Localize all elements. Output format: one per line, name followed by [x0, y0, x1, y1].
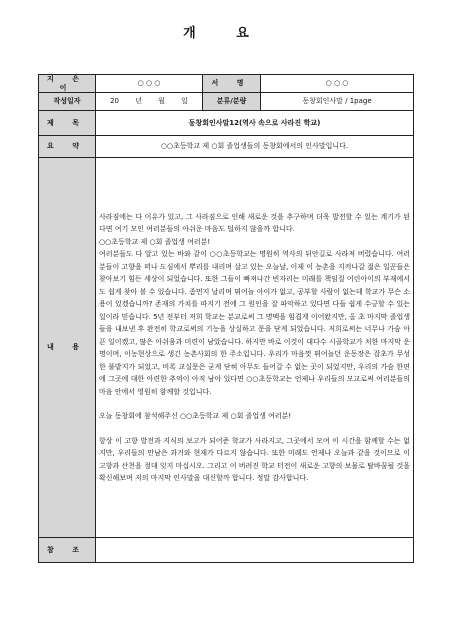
content-paragraph: 항상 이 고향 발전과 지식의 보고가 되어준 학교가 사라지고, 그곳에서 모여 이 시간을 함께할 수는 없지만, 우리들의 만남은 과거와 현재가 다르지 않습니다. 또한 미래도 언제나 오늘과 같을 것이므로 이 고향과 산천을 절대 잊지 마십시오. 그리고 이 버려진 학교 터전이 새로운 고향의 보물로 탈바꿈될 것을 확신해보며 저의 마지막 인사말을 대신할까 합니다. 정말 감사합니다.: [99, 436, 410, 482]
subject-label: 제 목: [39, 111, 96, 136]
summary-label: 요 약: [39, 136, 96, 158]
category-label: 분류/분량: [203, 93, 261, 111]
content-paragraph: 사라짐에는 다 이유가 있고, 그 사라짐으로 인해 새로운 것을 추구하며 더욱 발전할 수 있는 계기가 된다면 여기 모인 여러분들의 아쉬운 마음도 덜하지 않을까 합니다.: [99, 212, 410, 233]
document-title: 개 요: [183, 26, 267, 41]
summary-form-table: [38, 74, 414, 563]
reference-value: [96, 538, 414, 563]
content-paragraph: ○○초등학교 제 ○회 졸업생 여러분!: [99, 237, 211, 246]
author-label: 지 은 이: [39, 75, 96, 93]
date-label: 작성일자: [39, 93, 96, 111]
content-body: [96, 158, 414, 538]
content-paragraph: 여러분들도 다 알고 있는 바와 같이 ○○초등학교는 명원히 역사의 뒤안길로 사라져 버렸습니다. 여러분들이 고향을 떠나 도심에서 뿌리를 내리며 살고 있는 오늘날, 이제 이 농촌을 지켜나갈 젊은 일꾼들은 찾아보기 힘든 세상이 되었습니다. 또한 그들이 빠져나간 빈자리는 미래를 책임질 어린아이의 부재에서도 쉽게 찾아 볼 수 있습니다. 좀먼지 날리며 뛰어놀 아이가 없고, 공부할 사람이 없는데 학교가 무슨 소용이 있겠습니까? 존재의 가치를 따지기 전에 그 원인을 잘 파악하고 있다면 다들 쉽게 수긍할 수 있는 일이라 믿습니다. 5년 전부터 저희 학교는 분교로써 그 명맥을 힘겹게 이어왔지만, 올 초 마지막 졸업생들을 내보낸 후 완전히 학교로써의 기능을 상실하고 문을 닫게 되었습니다. 저희로써는 너무나 가슴 아픈 일이겠고, 많은 아쉬움과 미련이 남았습니다. 하지만 바로 이것이 대다수 시골학교가 처한 마지막 운명이며, 이농현상으로 생긴 농촌사회의 한 주소입니다. 우리가 마음껏 뛰어놀던 운동장은 잡초가 무성한 풀밭지가 되었고, 비록 교실문은 굳게 닫혀 아무도 들어갈 수 없는 곳이 되었지만, 우리의 가슴 한편에 그곳에 대한 아련한 추억이 아직 남아 있다면 ○○초등학교는 언제나 우리들의 모교로써 여러분들의 마음 안에서 영원히 함께할 것입니다.: [99, 250, 410, 396]
date-value: 20 년 월 일: [96, 93, 203, 111]
subject-value: 동창회인사말12(역사 속으로 사라진 학교): [96, 111, 414, 136]
writer-label: 서 명: [203, 75, 261, 93]
summary-value: ○○초등학교 제 ○회 졸업생들의 동창회에서의 인사말입니다.: [96, 136, 414, 158]
author-value: ○ ○ ○: [96, 75, 203, 93]
content-paragraph: 오늘 동창회에 참석해주신 ○○초등학교 제 ○회 졸업생 여러분!: [99, 412, 292, 420]
writer-value: ○ ○ ○: [261, 75, 414, 93]
category-value: 동창회인사말 / 1page: [261, 93, 414, 111]
content-label: 내 용: [39, 158, 96, 538]
reference-label: 참 조: [39, 538, 96, 563]
